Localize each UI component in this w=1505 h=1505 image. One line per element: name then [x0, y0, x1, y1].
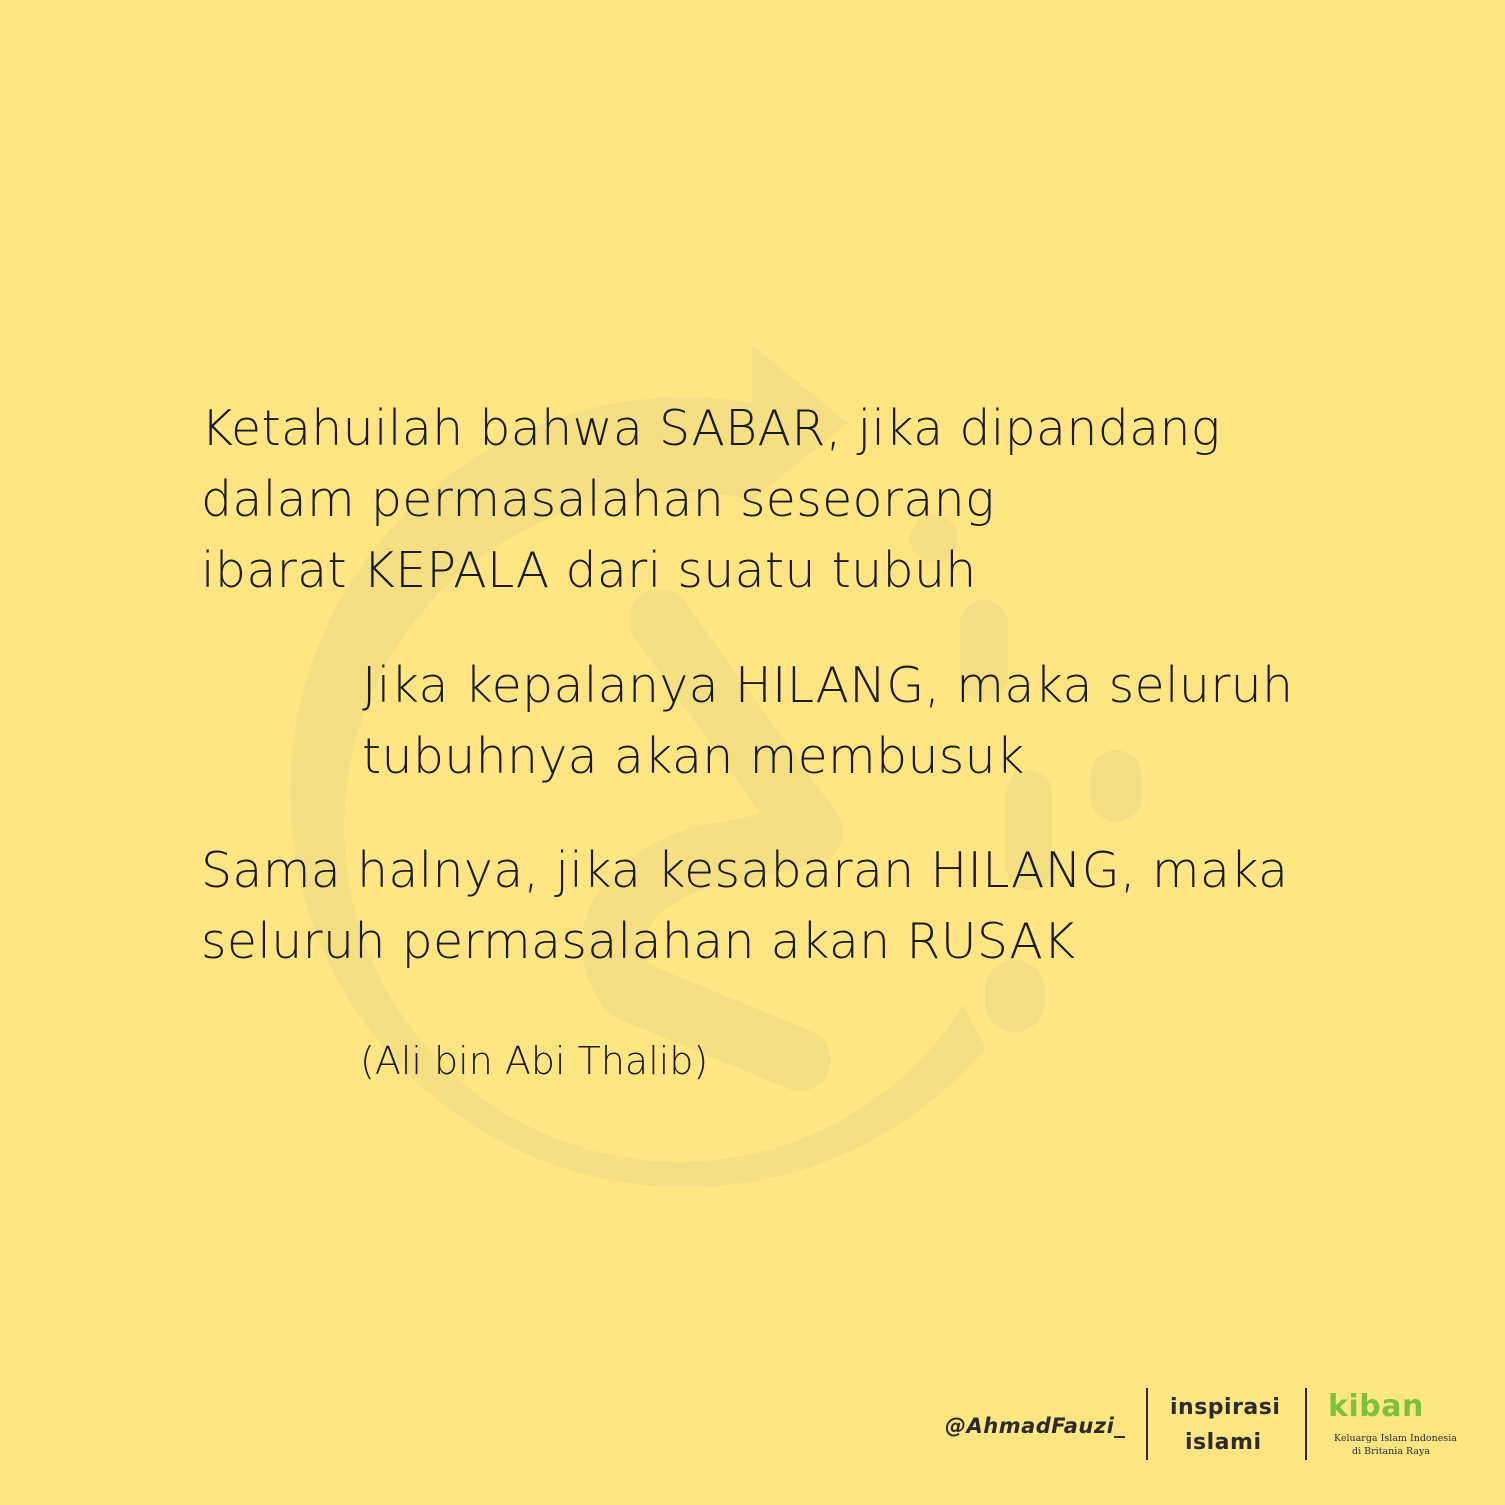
quote-attribution: (Ali bin Abi Thalib) [360, 1039, 709, 1083]
footer-divider [1305, 1388, 1307, 1460]
author-handle: @AhmadFauzi_ [945, 1414, 1126, 1438]
quote-line: dalam permasalahan seseorang [201, 471, 995, 528]
quote-line: Sama halnya, jika kesabaran HILANG, maka [201, 842, 1289, 899]
inspirasi-islami-logo-line: islami [1185, 1430, 1262, 1455]
kiban-logo-subtitle: Keluarga Islam Indonesia [1334, 1433, 1457, 1444]
footer-divider [1146, 1388, 1148, 1460]
quote-line: tubuhnya akan membusuk [362, 728, 1025, 785]
quote-line: Ketahuilah bahwa SABAR, jika dipandang [201, 400, 1221, 457]
inspirasi-islami-logo-line: inspirasi [1170, 1395, 1281, 1420]
quote-line: ibarat KEPALA dari suatu tubuh [201, 542, 977, 599]
quote-line: seluruh permasalahan akan RUSAK [201, 913, 1076, 970]
kiban-logo-subtitle: di Britania Raya [1352, 1446, 1431, 1457]
kiban-logo-word: kiban [1328, 1389, 1424, 1424]
quote-line: Jika kepalanya HILANG, maka seluruh [362, 657, 1294, 714]
